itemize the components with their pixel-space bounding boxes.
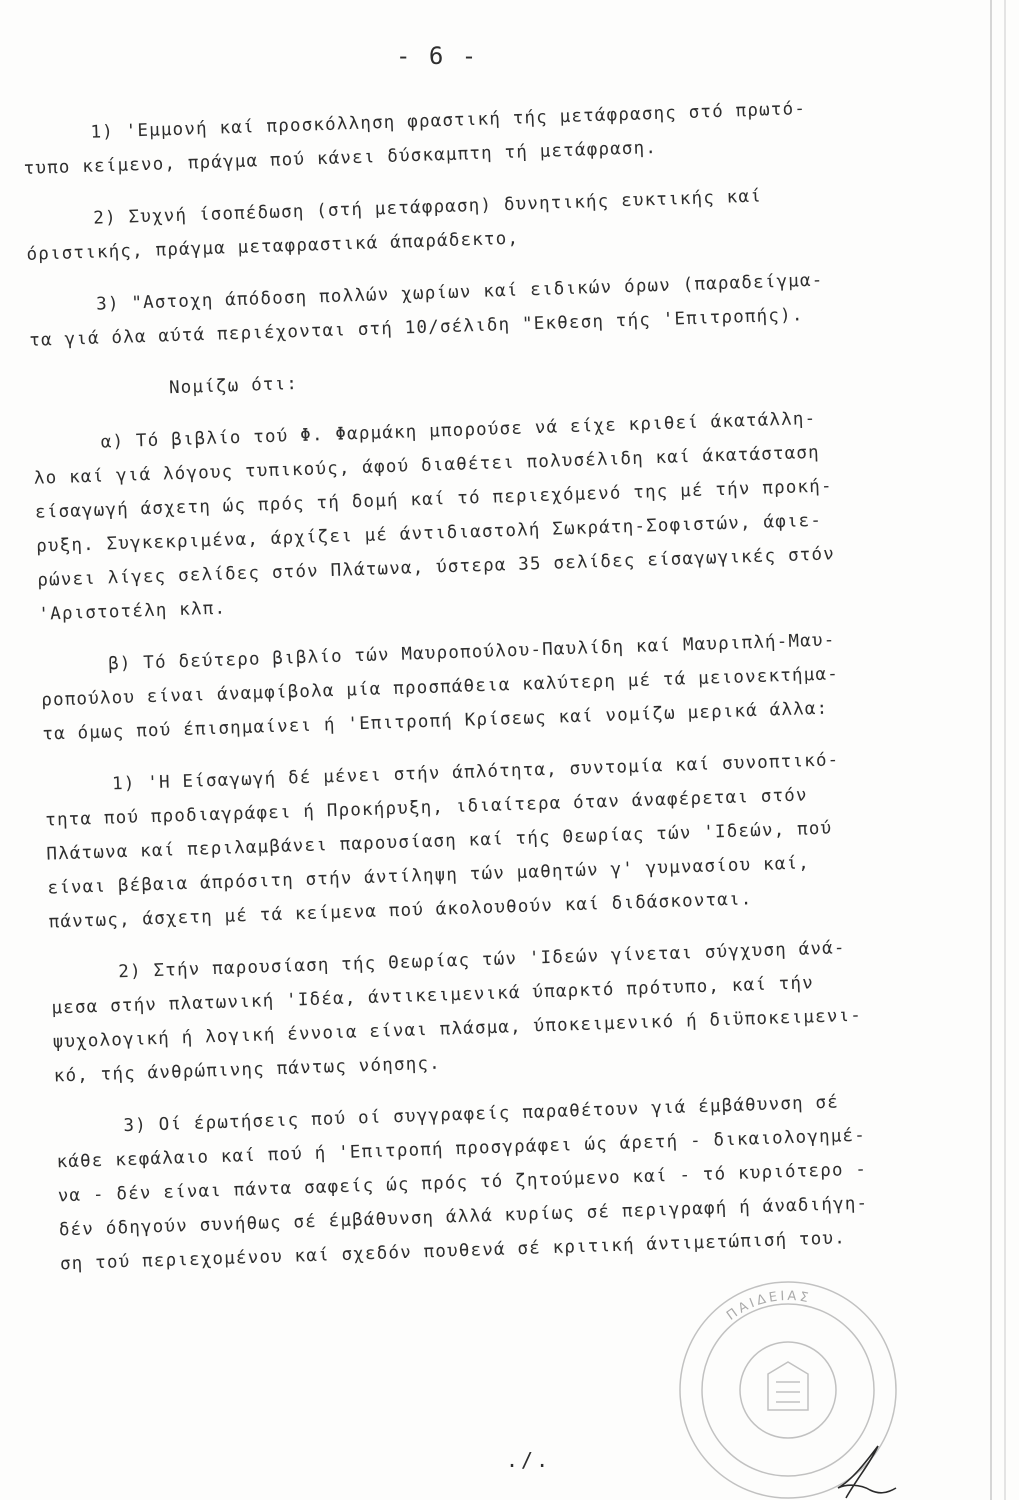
text-line: 2) Στήν παρουσίαση τής Θεωρίας τών 'Ιδεών γίνεται σύγχυση άνά- [118,938,846,983]
text-line: ρυξη. Συγκεκριμένα, άρχίζει μέ άντιδιαστολή Σωκράτη-Σοφιστών, άφιε- [35,510,823,557]
text-line: 1) 'Η Είσαγωγή δέ μένει στήν άπλότητα, συντομία καί συνοπτικό- [111,750,840,795]
text-line: τυπο κείμενο, πράγμα πού κάνει δύσκαμπτη τή μετάφραση. [23,137,658,179]
text-line: δέν όδηγούν συνήθως σέ έμβάθυνση άλλά κυρίως σέ περιγραφή ή άναδιήγη- [58,1193,869,1241]
text-line: είσαγωγή άσχετη ώς πρός τή δομή καί τό περιεχόμενό της μέ τήν προκή- [34,476,834,523]
stamp-text: ΠΑΙΔΕΙΑΣ [724,1288,813,1324]
text-line: ψυχολογική ή λογική έννοια είναι πλάσμα, ύποκειμενικό ή διϋποκειμενι- [52,1005,863,1053]
text-line: 1) 'Εμμονή καί προσκόλληση φραστική τής μετάφρασης στό πρωτό- [90,99,807,143]
text-line: κάθε κεφάλαιο καί πού ή 'Επιτροπή προσγράφει ώς άρετή - δικαιολογημέ- [56,1125,867,1173]
text-line: ρώνει λίγες σελίδες στόν Πλάτωνα, ύστερα 35 σελίδες είσαγωγικές στόν [37,544,836,591]
text-line: λο καί γιά λόγους τυπικούς, άφού διαθέτει πολυσέλιδη καί άκατάσταση [33,442,821,489]
text-line: είναι βέβαια άπρόσιτη στήν άντίληψη τών μαθητών γ' γυμνασίου καί, [47,853,811,899]
document-body [22,87,1010,1282]
text-line: μεσα στήν πλατωνική 'Ιδέα, άντικειμενικά ύπαρκτό πρότυπο, καί τήν [51,973,815,1019]
page-edge-shadow-outer [1004,0,1006,1500]
page-number: - 6 - [396,42,479,70]
text-line: 3) "Αστοχη άπόδοση πολλών χωρίων καί ειδικών όρων (παραδείγμα- [95,270,824,315]
text-line: α) Τό βιβλίο τού Φ. Φαρμάκη μπορούσε νά είχε κριθεί άκατάλλη- [100,408,817,453]
continuation-mark: ./. [506,1448,552,1472]
text-line: 2) Συχνή ίσοπέδωση (στή μετάφραση) δυνητικής ευκτικής καί [93,186,763,229]
text-line: τα γιά όλα αύτά περιέχονται στή 10/σέλιδη "Εκθεση τής 'Επιτροπής). [29,305,804,351]
text-line: Νομίζω ότι: [168,373,299,399]
text-line: β) Τό δεύτερο βιβλίο τών Μαυροπούλου-Παυλίδη καί Μαυριπλή-Μαυ- [107,630,836,675]
text-line: τα όμως πού έπισημαίνει ή 'Επιτροπή Κρίσεως καί νομίζω μερικά άλλα: [42,698,829,745]
text-line: τητα πού προδιαγράφει ή Προκήρυξη, ιδιαίτερα όταν άναφέρεται στόν [44,785,809,831]
text-line: Πλάτωνα καί περιλαμβάνει παρουσίαση καί τής Θεωρίας τών 'Ιδεών, πού [46,818,833,865]
text-line: 'Αριστοτέλη κλπ. [38,598,227,625]
text-line: να - δέν είναι πάντα σαφείς ώς πρός τό ζητούμενο καί - τό κυριότερο - [57,1159,868,1207]
text-line: κό, τής άνθρώπινης πάντως νόησης. [53,1053,442,1087]
text-line: πάντως, άσχετη μέ τά κείμενα πού άκολουθούν καί διδάσκονται. [48,889,753,933]
text-line: ροπούλου είναι άναμφίβολα μία προσπάθεια καλύτερη μέ τά μειονεκτήμα- [40,664,840,711]
text-line: όριστικής, πράγμα μεταφραστικά άπαράδεκτο, [26,228,520,265]
text-line: 3) Οί έρωτήσεις πού οί συγγραφείς παραθέτουν γιά έμβάθυνση σέ [123,1092,840,1137]
text-line: ση τού περιεχομένου καί σχεδόν πουθενά σέ κριτική άντιμετώπισή του. [59,1228,847,1275]
signature [816,1440,906,1500]
